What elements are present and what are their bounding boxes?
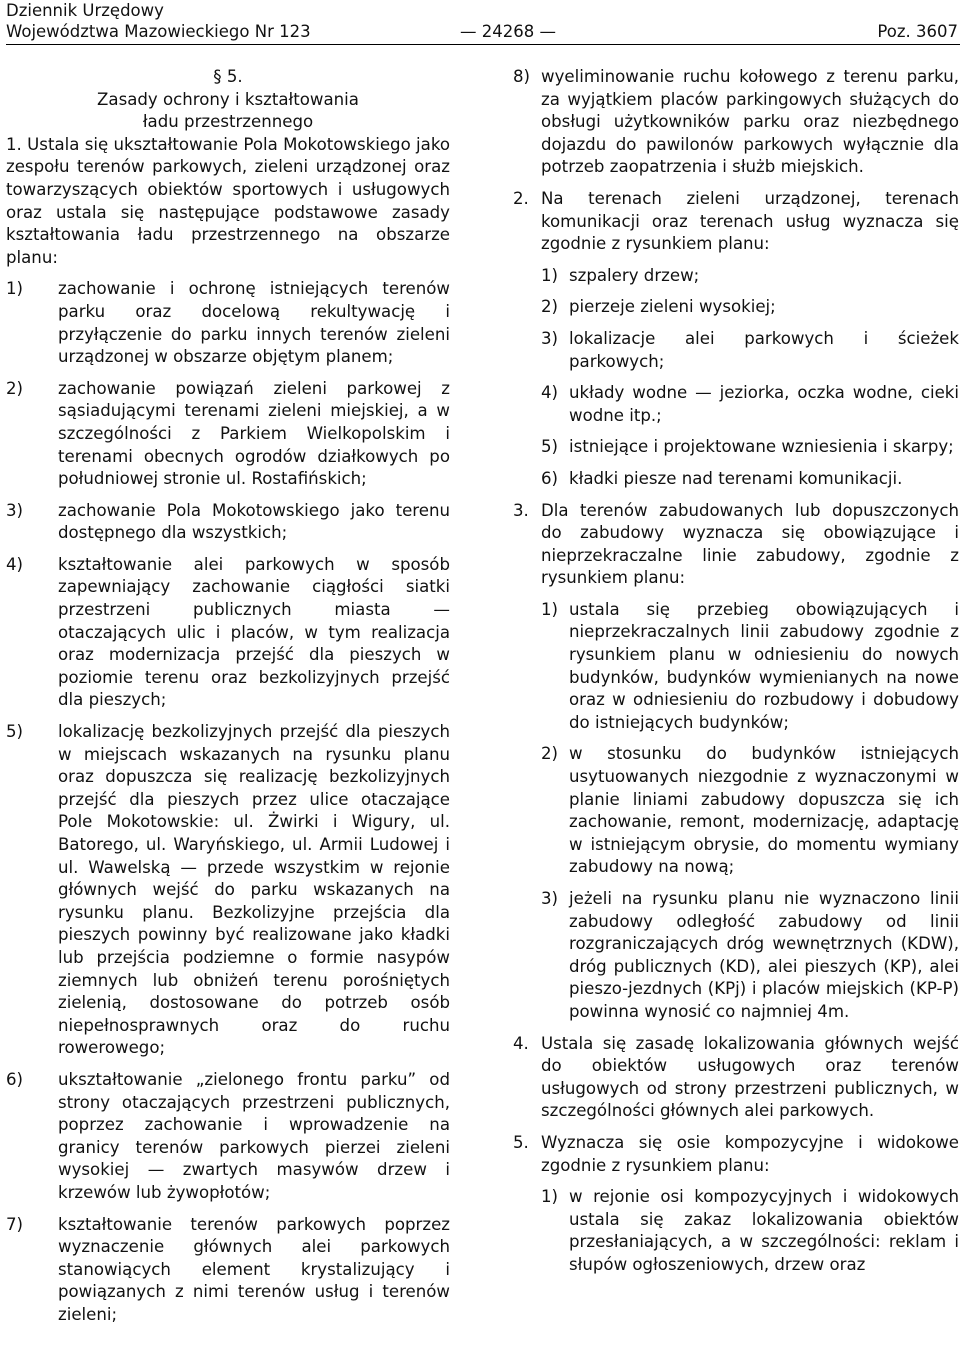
item-text: w rejonie osi kompozycyjnych i widokowych ustala się zakaz lokalizowania obiektów przesłaniających, a w szczególności: reklam i słupów ogłoszeniowych, drzew oraz [569,1187,959,1274]
item-text: jeżeli na rysunku planu nie wyznaczono linii zabudowy odległość zabudowy od linii rozgraniczających dróg wewnętrznych (KDW), dróg publicznych (KD), alei pieszych (KP), alei pieszo-jezdnych (KPj) i placów miejskich (KP-P) powinna wynosić co najmniej 4m. [569,889,959,1021]
item-number: 2) [541,744,559,764]
paragraph-3 [513,500,959,590]
item-text: zachowanie i ochronę istniejących terenów parku oraz docelową rekultywację i przyłączenie do parku innych terenów zieleni urządzonej w obszarze objętym planem; [58,279,450,367]
item-text: lokalizację bezkolizyjnych przejść dla pieszych w miejscach wskazanych na rysunku planu oraz dopuszcza się realizację bezkolizyjnych przejść dla pieszych przez ulice otaczające Pole Mokotowskie: ul. Żwirki i Wigury, ul. Batorego, ul. Waryńskiego, ul. Armii Ludowej i ul. Wawelską — przede wszystkim w rejonie głównych wejść do parku wskazanych na rysunku planu. Bezkolizyjne przejścia dla pieszych powinny być realizowane jako kładki lub przejścia podziemne o formie nasypów ziemnych lub obniżeń terenu porośniętych zielenią, dostosowane do potrzeb osób niepełnosprawnych oraz do ruchu rowerowego; [58,722,450,1058]
list-item [513,743,959,879]
list-item [513,265,959,288]
left-column [6,66,450,1326]
list-item [6,500,450,545]
item-text: zachowanie Pola Mokotowskiego jako terenu dostępnego dla wszystkich; [58,500,450,543]
paragraph-text: Ustala się zasadę lokalizowania głównych wejść do obiektów usługowych oraz terenów usługowych od strony przestrzeni publicznych, w szczególności głównych alei parkowych. [541,1033,959,1121]
list-item [6,554,450,712]
list-item [6,378,450,491]
list-item [513,328,959,373]
item-number: 5) [541,437,559,457]
paragraph-2 [513,188,959,256]
page-number: — 24268 — [460,22,556,41]
section-title-line2: ładu przestrzennego [142,112,314,132]
item-text: istniejące i projektowane wzniesienia i skarpy; [569,437,954,457]
item-number: 7) [6,1214,24,1234]
item-number: 5) [6,722,24,742]
item-text: kładki piesze nad terenami komunikacji. [569,468,903,488]
list-item [513,599,959,735]
journal-issue: Województwa Mazowieckiego Nr 123 [6,22,311,41]
list-item [513,382,959,427]
item-text: zachowanie powiązań zieleni parkowej z sąsiadującymi terenami zieleni miejskiej, a w szczególności z Parkiem Wielkopolskim i terenami obecnych ogrodów działkowych po południowej stronie ul. Rostafińskich; [58,378,450,489]
item-number: 2) [541,297,559,317]
item-number: 6) [6,1069,24,1089]
item-number: 4) [6,554,24,574]
item-text: wyeliminowanie ruchu kołowego z terenu parku, za wyjątkiem placów parkingowych służących do obsługi użytkowników parku oraz niezbędnego dojazdu do pawilonów parkowych wyłącznie dla potrzeb zaopatrzenia i służb miejskich. [541,67,959,177]
page-header [6,0,960,46]
item-number: 1) [6,279,24,299]
list-item [6,1214,450,1327]
item-number: 3) [541,328,559,348]
item-text: pierzeje zieleni wysokiej; [569,297,776,317]
right-column [513,66,959,1277]
item-text: szpalery drzew; [569,265,700,285]
item-number: 1) [541,599,559,619]
journal-title: Dziennik Urzędowy [6,1,164,20]
item-text: kształtowanie alei parkowych w sposób zapewniający zachowanie ciągłości siatki przestrzeni publicznych miasta — otaczających ulic i placów, w tym realizacja oraz modernizacja przejść dla pieszych w poziomie terenu oraz bezkolizyjnych przejść dla pieszych; [58,554,450,710]
item-text: w stosunku do budynków istniejących usytuowanych niezgodnie z wyznaczonymi w planie liniami zabudowy dopuszcza się ich zachowanie, remont, modernizację, adaptację w istniejącym obrysie, do momentu wymiany zabudowy na nową; [569,744,959,877]
item-number: 4) [541,383,559,403]
paragraph-text: Na terenach zieleni urządzonej, terenach komunikacji oraz terenach usług wyznacza się zgodnie z rysunkiem planu: [541,188,959,254]
list-item [6,278,450,368]
list-item [513,1186,959,1276]
item-number: 3) [6,500,24,520]
section-title-line1: Zasady ochrony i kształtowania [97,89,359,109]
list-item [513,436,959,459]
item-number: 3) [541,889,559,908]
item-number: 6) [541,468,559,488]
paragraph-5 [513,1132,959,1177]
item-text: kształtowanie terenów parkowych poprzez wyznaczenie głównych alei parkowych stanowiących element krystalizujący i powiązanych z nimi terenów usług i terenów zieleni; [58,1214,450,1324]
position-number: Poz. 3607 [877,22,958,41]
item-text: układy wodne — jeziorka, oczka wodne, cieki wodne itp.; [569,383,959,425]
paragraph-number: 2. [513,188,529,208]
paragraph-number: 5. [513,1132,529,1152]
paragraph-1: 1. Ustala się ukształtowanie Pola Mokotowskiego jako zespołu terenów parkowych, zieleni urządzonej oraz towarzyszących obiektów sportowych i usługowych oraz ustala się następujące podstawowe zasady kształtowania ładu przestrzennego na obszarze planu: [6,134,450,267]
list-item [6,1069,450,1205]
list-item [6,721,450,1060]
list-item [513,66,959,179]
paragraph-4 [513,1033,959,1123]
list-item [513,888,959,1024]
header-rule [6,44,960,45]
item-number: 2) [6,378,24,398]
paragraph-number: 3. [513,500,529,520]
section-number: § 5. [213,67,243,86]
paragraph-text: Wyznacza się osie kompozycyjne i widokowe zgodnie z rysunkiem planu: [541,1132,959,1175]
list-item [513,468,959,491]
item-text: ustala się przebieg obowiązujących i nieprzekraczalnych linii zabudowy zgodnie z rysunkiem planu w odniesieniu do nowych budynków, budynków wymienianych na nowe oraz w odniesieniu do rozbudowy i dobudowy do istniejących budynków; [569,599,959,732]
item-text: ukształtowanie „zielonego frontu parku” od strony otaczających przestrzeni publicznych, poprzez zachowanie i wprowadzenie na granicy terenów parkowych pierzei zieleni wysokiej — zwartych masywów drzew i krzewów lub żywopłotów; [58,1069,450,1202]
item-number: 1) [541,265,559,285]
item-text: lokalizacje alei parkowych i ścieżek parkowych; [569,328,959,371]
item-number: 8) [513,67,531,86]
paragraph-number: 4. [513,1033,529,1053]
paragraph-text: Dla terenów zabudowanych lub dopuszczonych do zabudowy wyznacza się obowiązujące i nieprzekraczalne linie zabudowy, zgodnie z rysunkiem planu: [541,500,959,588]
item-number: 1) [541,1187,559,1207]
list-item [513,296,959,319]
